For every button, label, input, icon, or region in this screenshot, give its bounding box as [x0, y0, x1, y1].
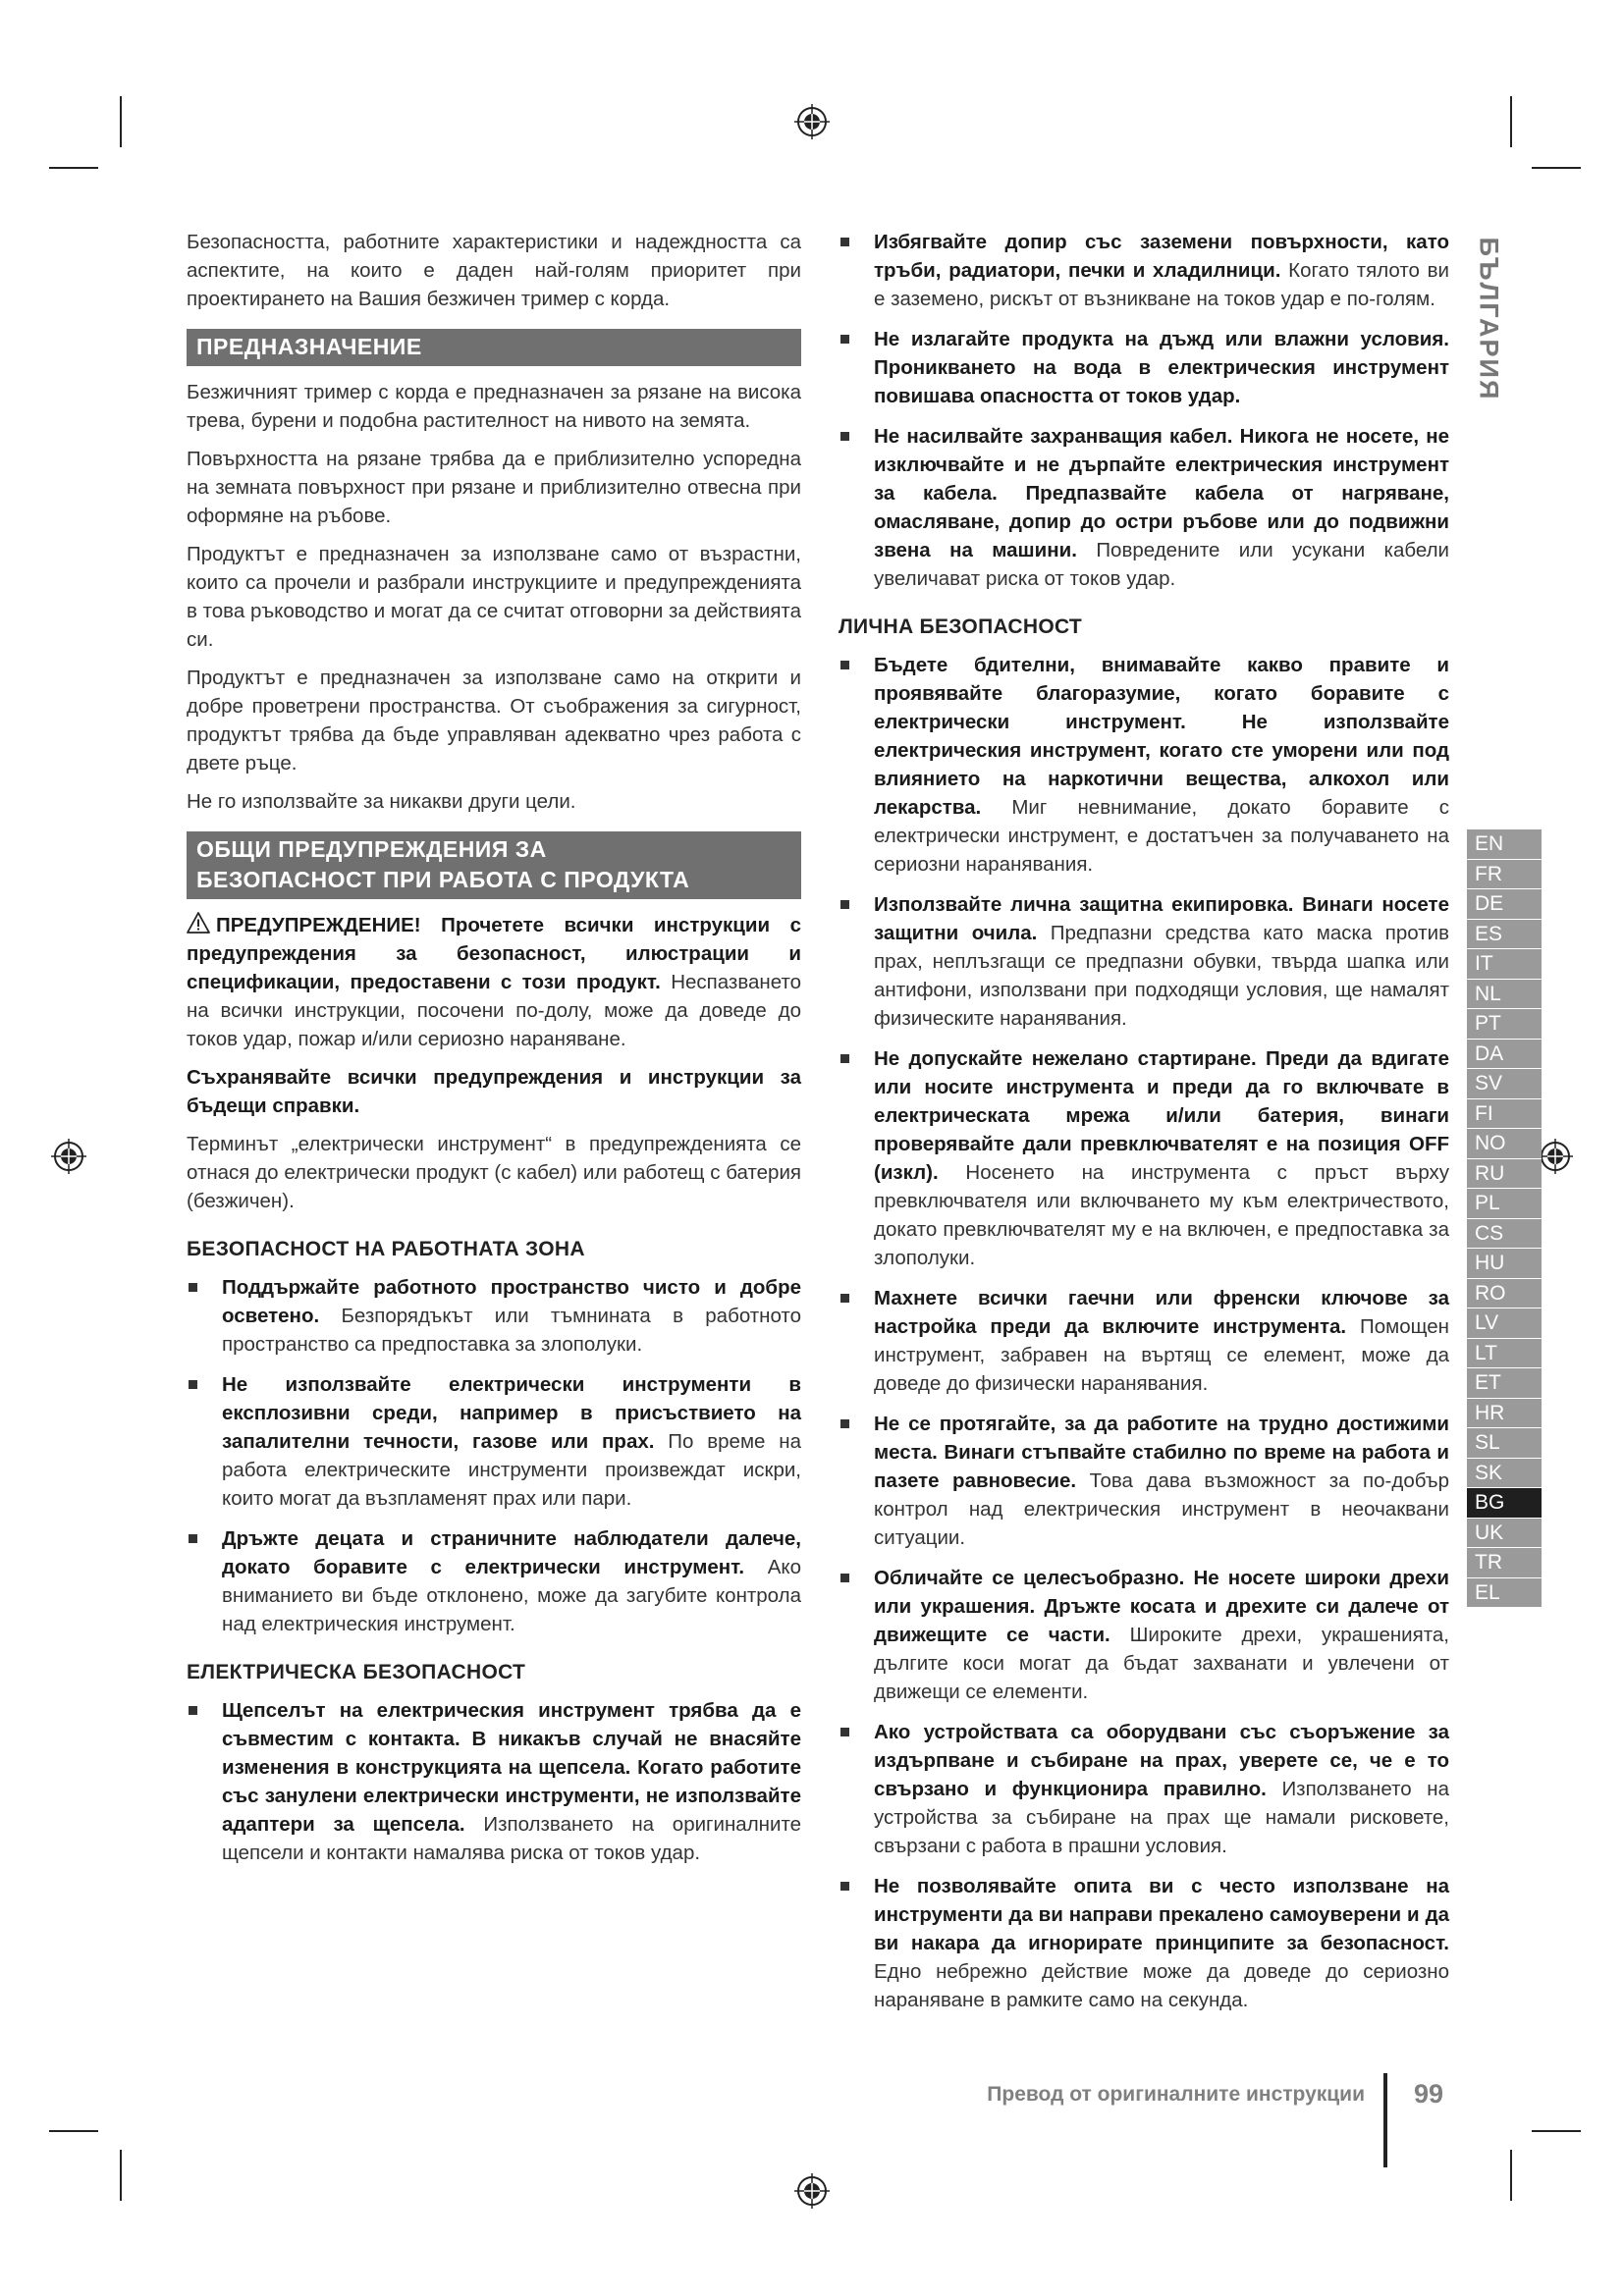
bullet-bold-text: Поддържайте работното пространство чисто и добре осветено. — [222, 1276, 801, 1327]
page-footer — [884, 2081, 1443, 2120]
bullet-bold-text: Ако устройствата са оборудвани със съоръжение за издърпване и събиране на прах, уверете се, че е то свързано и функционира правилно. — [874, 1721, 1449, 1800]
crop-mark — [120, 96, 122, 147]
purpose-paragraph: Продуктът е предназначен за използване само от възрастни, които са прочели и разбрали инструкциите и предупрежденията в това ръководство и могат да се считат отговорни за действията си. — [187, 543, 801, 651]
bullet-bold-text: Използвайте лична защитна екипировка. Винаги носете защитни очила. — [874, 893, 1449, 944]
general-warning-paragraph — [187, 911, 801, 1053]
bullet-text: Това дава възможност за по-добър контрол над електрическия инструмент в неочаквани ситуации. — [874, 1469, 1449, 1549]
bullet-item — [839, 1872, 1449, 2014]
bullet-square-icon — [189, 1283, 197, 1292]
bullet-square-icon — [840, 661, 849, 669]
bullet-item — [839, 325, 1449, 410]
bullet-square-icon — [840, 1574, 849, 1582]
crop-mark — [1532, 167, 1581, 169]
bullet-text: Когато тялото ви е заземено, рискът от възникване на токов удар е по-голям. — [874, 259, 1449, 310]
bullet-square-icon — [840, 1728, 849, 1736]
general-warnings-heading-line: БЕЗОПАСНОСТ ПРИ РАБОТА С ПРОДУКТА — [196, 867, 690, 892]
bullet-text: Безпорядъкът или тъмнината в работното пространство са предпоставка за злополуки. — [222, 1305, 801, 1356]
language-tab-hu: HU — [1467, 1249, 1542, 1279]
language-tab-pt: PT — [1467, 1009, 1542, 1040]
bullet-item — [839, 1718, 1449, 1860]
language-tab-it: IT — [1467, 949, 1542, 980]
bullet-text: Носенето на инструмента с пръст върху превключвателя или включването му към електричеството, докато превключвателят му е на включен, е предпоставка за злополуки. — [874, 1161, 1449, 1269]
language-tab-en: EN — [1467, 829, 1542, 860]
bullet-square-icon — [840, 1054, 849, 1063]
bullet-square-icon — [840, 335, 849, 344]
language-tab-sv: SV — [1467, 1069, 1542, 1099]
language-tab-fr: FR — [1467, 860, 1542, 890]
bullet-text: Едно небрежно действие може да доведе до сериозно нараняване в рамките само на секунда. — [874, 1960, 1449, 2011]
footer-divider — [1383, 2073, 1387, 2167]
purpose-paragraph: Безжичният тример с корда е предназначен за рязане на висока трева, бурени и подобна растителност на нивото на земята. — [187, 381, 801, 432]
bullet-item — [187, 1273, 801, 1359]
personal-safety-list — [839, 651, 1449, 2014]
crop-mark — [1510, 2150, 1512, 2201]
bullet-bold-text: Бъдете бдителни, внимавайте какво правите и проявявайте благоразумие, когато боравите с електрически инструмент. Не използвайте електрическия инструмент, когато сте уморени или под влиянието на наркотични вещества, алкохол или лекарства. — [874, 654, 1449, 819]
language-tab-ro: RO — [1467, 1279, 1542, 1309]
warning-triangle-icon — [187, 912, 210, 934]
language-tab-hr: HR — [1467, 1399, 1542, 1429]
electrical-list-continued — [839, 228, 1449, 593]
bullet-item — [187, 1370, 801, 1513]
bullet-item — [839, 651, 1449, 879]
bullet-item — [839, 1564, 1449, 1706]
work-area-list — [187, 1273, 801, 1638]
crop-mark — [49, 2130, 98, 2132]
keep-instructions-text: Съхранявайте всички предупреждения и инструкции за бъдещи справки. — [187, 1066, 801, 1117]
registration-mark-icon — [49, 1137, 88, 1176]
purpose-paragraph: Повърхността на рязане трябва да е приблизително успоредна на земната повърхност при рязане и приблизително отвесна при оформяне на ръбове. — [187, 448, 801, 527]
bullet-bold-text: Не използвайте електрически инструменти в експлозивни среди, например в присъствието на запалителни течности, газове или прах. — [222, 1373, 801, 1453]
language-tab-cs: CS — [1467, 1219, 1542, 1250]
language-tab-no: NO — [1467, 1129, 1542, 1159]
bullet-item — [839, 890, 1449, 1033]
language-tab-lv: LV — [1467, 1308, 1542, 1339]
language-tab-lt: LT — [1467, 1339, 1542, 1369]
electrical-list — [187, 1696, 801, 1867]
bullet-bold-text: Щепселът на електрическия инструмент трябва да е съвместим с контакта. В никакъв случай не внасяйте изменения в конструкцията на щепсела. Когато работите със занулени електрически инструменти, не използвайте адаптери за щепсела. — [222, 1699, 801, 1836]
bullet-item — [187, 1696, 801, 1867]
purpose-paragraph: Продуктът е предназначен за използване само на открити и добре проветрени пространства. От съображения за сигурност, продуктът трябва да бъде управляван адекватно чрез работа с двете ръце. — [187, 667, 801, 774]
bullet-text: Използването на оригиналните щепсели и контакти намалява риска от токов удар. — [222, 1813, 802, 1864]
registration-mark-icon — [792, 2171, 832, 2211]
language-tab-pl: PL — [1467, 1189, 1542, 1219]
bullet-bold-text: Не се протягайте, за да работите на трудно достижими места. Винаги стъпвайте стабилно по време на работа и пазете равновесие. — [874, 1413, 1449, 1492]
bullet-item — [187, 1524, 801, 1638]
purpose-paragraph: Не го използвайте за никакви други цели. — [187, 790, 576, 813]
general-warning-text: Неспазването на всички инструкции, посочени по-долу, може да доведе до токов удар, пожар и/или сериозно нараняване. — [187, 971, 801, 1050]
term-paragraph: Терминът „електрически инструмент“ в предупрежденията се отнася до електрически продукт (с кабел) или работещ с батерия (безжичен). — [187, 1133, 801, 1212]
bullet-square-icon — [189, 1706, 197, 1715]
bullet-bold-text: Не излагайте продукта на дъжд или влажни условия. Проникването на вода в електрическия инструмент повишава опасността от токов удар. — [874, 328, 1449, 407]
bullet-bold-text: Избягвайте допир със заземени повърхности, като тръби, радиатори, печки и хладилници. — [874, 231, 1449, 282]
work-area-heading: БЕЗОПАСНОСТ НА РАБОТНАТА ЗОНА — [187, 1238, 585, 1260]
crop-mark — [1532, 2130, 1581, 2132]
bullet-text: Повредените или усукани кабели увеличават риска от токов удар. — [874, 539, 1450, 590]
keep-instructions — [187, 1063, 801, 1120]
bullet-bold-text: Не насилвайте захранващия кабел. Никога не носете, не изключвайте и не дърпайте електрическия инструмент за кабела. Предпазвайте кабела от нагряване, омасляване, допир до остри ръбове или до подвижни звена на машини. — [874, 425, 1449, 561]
crop-mark — [120, 2150, 122, 2201]
language-tab-sl: SL — [1467, 1428, 1542, 1459]
language-tab-tr: TR — [1467, 1548, 1542, 1578]
page-number: 99 — [1413, 2079, 1443, 2109]
registration-mark-icon — [792, 102, 832, 141]
language-side-label-text: БЪЛГАРИЯ — [1474, 237, 1504, 401]
language-tab-sk: SK — [1467, 1459, 1542, 1489]
bullet-square-icon — [840, 1294, 849, 1303]
bullet-bold-text: Обличайте се целесъобразно. Не носете широки дрехи или украшения. Дръжте косата и дрехите си далече от движещите се части. — [874, 1567, 1449, 1646]
bullet-text: Ако вниманието ви бъде отклонено, може да загубите контрола над електрическия инструмент. — [222, 1556, 801, 1635]
intro-paragraph: Безопасността, работните характеристики и надеждността са аспектите, на които е даден най-голям приоритет при проектирането на Вашия безжичен тример с корда. — [187, 231, 801, 310]
bullet-item — [839, 1410, 1449, 1552]
bullet-square-icon — [189, 1380, 197, 1389]
bullet-square-icon — [840, 238, 849, 246]
bullet-bold-text: Не позволявайте опита ви с често използване на инструменти да ви направи прекалено самоуверени и да ви накара да игнорирате принципите за безопасност. — [874, 1875, 1449, 1954]
purpose-heading: ПРЕДНАЗНАЧЕНИЕ — [187, 329, 801, 366]
bullet-bold-text: Не допускайте нежелано стартиране. Преди да вдигате или носите инструмента и преди да го включвате в електрическата мрежа и/или батерия, винаги проверявайте дали превключвателят е на позиция OFF (изкл). — [874, 1047, 1449, 1184]
language-tab-fi: FI — [1467, 1099, 1542, 1130]
general-warnings-heading — [187, 831, 801, 899]
right-column — [839, 228, 1449, 2026]
bullet-text: Помощен инструмент, забравен на въртящ се елемент, може да доведе до физически наранявания. — [874, 1315, 1449, 1395]
left-column — [187, 228, 801, 1879]
language-tab-de: DE — [1467, 889, 1542, 920]
bullet-item — [839, 422, 1449, 593]
general-warning-bold: ПРЕДУПРЕЖДЕНИЕ! Прочетете всички инструкции с предупреждения за безопасност, илюстрации и спецификации, предоставени с този продукт. — [187, 914, 801, 993]
bullet-text: Използването на устройства за събиране на прах ще намали рисковете, свързани с работа в прашни условия. — [874, 1778, 1449, 1857]
bullet-bold-text: Махнете всички гаечни или френски ключове за настройка преди да включите инструмента. — [874, 1287, 1449, 1338]
registration-mark-icon — [1536, 1137, 1575, 1176]
footer-text: Превод от оригиналните инструкции — [987, 2083, 1365, 2106]
bullet-square-icon — [840, 432, 849, 441]
general-warnings-heading-line: ОБЩИ ПРЕДУПРЕЖДЕНИЯ ЗА — [196, 836, 547, 862]
personal-safety-heading: ЛИЧНА БЕЗОПАСНОСТ — [839, 615, 1083, 638]
bullet-square-icon — [840, 1882, 849, 1891]
bullet-text: Предпазни средства като маска против прах, неплъзгащи се предпазни обувки, твърда шапка или антифони, използвани при подходящи условия, ще намалят физическите наранявания. — [874, 922, 1449, 1030]
bullet-square-icon — [840, 1419, 849, 1428]
crop-mark — [49, 167, 98, 169]
language-tabs — [1467, 829, 1542, 1608]
language-tab-el: EL — [1467, 1578, 1542, 1609]
electrical-heading: ЕЛЕКТРИЧЕСКА БЕЗОПАСНОСТ — [187, 1661, 526, 1683]
crop-mark — [1510, 96, 1512, 147]
bullet-item — [839, 1044, 1449, 1272]
bullet-square-icon — [189, 1534, 197, 1543]
bullet-item — [839, 228, 1449, 313]
language-tab-nl: NL — [1467, 980, 1542, 1010]
language-tab-et: ET — [1467, 1368, 1542, 1399]
bullet-text: Миг невнимание, докато боравите с електрически инструмент, е достатъчен за получаването на сериозни наранявания. — [874, 796, 1449, 876]
bullet-bold-text: Дръжте децата и страничните наблюдатели далече, докато боравите с електрически инструмент. — [222, 1527, 801, 1578]
language-tab-da: DA — [1467, 1040, 1542, 1070]
bullet-item — [839, 1284, 1449, 1398]
language-side-label — [1471, 226, 1506, 412]
language-tab-uk: UK — [1467, 1519, 1542, 1549]
language-tab-bg: BG — [1467, 1488, 1542, 1519]
language-tab-ru: RU — [1467, 1159, 1542, 1190]
bullet-text: По време на работа електрическите инструменти произвеждат искри, които могат да възпламенят прах или пари. — [222, 1430, 802, 1510]
bullet-text: Широките дрехи, украшенията, дългите коси могат да бъдат захванати и увлечени от движещи се елементи. — [874, 1624, 1449, 1703]
language-tab-es: ES — [1467, 920, 1542, 950]
bullet-square-icon — [840, 900, 849, 909]
